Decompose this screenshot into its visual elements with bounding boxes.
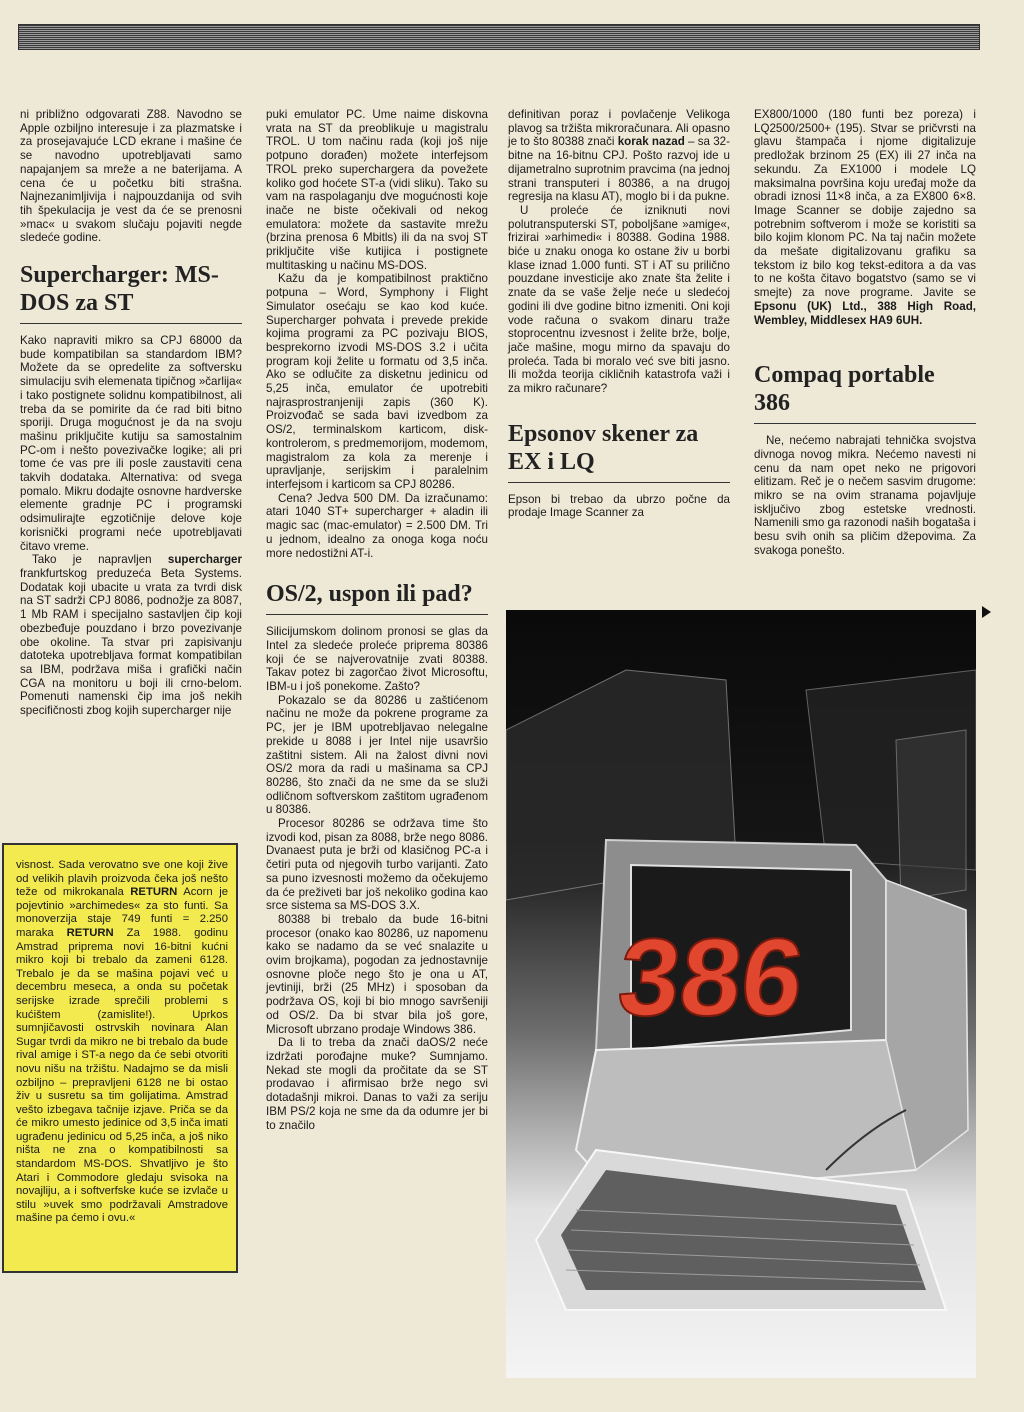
col1-paragraph: Tako je napravljen supercharger frankfurtskog preduzeća Beta Systems. Dodatak koji ubacite u vrata za tvrdi disk na ST sadrži CPJ 8086, podnožje za 8087, 1 Mb RAM i specijalno sastavljen čip koji obezbeđuje pouzdano i brzo povezivanje obe okoline. Ta stvar pri zapisivanju datoteka upotrebljava format kompatibilan sa IBM, podržava miša i grafički način CGA na monitoru u boji ili crno-belom. Pomenuti namenski čip ima još nekih specifičnosti zbog kojih supercharger nije: [20, 553, 242, 718]
col3-paragraph: U proleće će izniknuti novi polutransputerski ST, poboljšane »amige«, frizirai »arhimedi« i 80388. Godina 1988. biće u znaku onoga ko ostane živ u borbi klase iznad 1.000 funti. ST i AT su prilično pouzdane investicije ako znate šta želite i znate da se vaše želje neće u sledećoj godini ili dve godine bitno izmeniti. Oni koji vode računa o svakom dinaru traže stoprocentnu izvesnost i želite brže, bolje, jače mašine, mogu mirno da spavaju do proleća. Tada bi moralo već sve biti jasno. Ili možda teorija cikličnih katastrofa važi i za mikro računare?: [508, 203, 730, 396]
heading-os2: OS/2, uspon ili pad?: [266, 580, 488, 615]
col4-paragraph: EX800/1000 (180 funti bez poreza) i LQ2500/2500+ (195). Stvar se pričvrsti na glavu štampača i njome digitalizuje predložak brzinom 25 (EX) ili 27 inča na sekundu. Za EX1000 i modele LQ maksimalna površina koju uređaj može da obradi iznosi 11×8 inča, a za EX800 6×8. Image Scanner se dobije zajedno sa potrebnim softverom i može se koristiti sa bilo kojim klonom PC. Na taj način možete da mešate digitalizovanu grafiku sa tekstom iz bilo kog tekst-editora a da vas to ne košta čitavo bogatstvo (samo se vi smejte) za nove programe. Javite se Epsonu (UK) Ltd., 388 High Road, Wembley, Middlesex HA9 6UH.: [754, 108, 976, 327]
col4-paragraph: Ne, nećemo nabrajati tehnička svojstva divnoga novog mikra. Nećemo navesti ni cenu da nam opet neko ne prigovori elitizam. Reč je o nečem sasvim drugome: mikro se na ovim stranama pojavljuje isključivo zbog estetske vrednosti. Namenili smo ga razonodi naših bogataša i besu svih onih sa pličim džepovima. Za svakoga ponešto.: [754, 434, 976, 557]
col2-paragraph: Kažu da je kompatibilnost praktično potpuna – Word, Symphony i Flight Simulator osećaju se kao kod kuće. Supercharger pohvata i prevede prekide kojima programi za PC pozivaju BIOS, besprekorno izvodi MS-DOS 3.2 i učita program koji želite u formatu od 3,5 inča. Ako se odlučite za disketnu jedinicu od 5,25 inča, emulator će upotrebiti najrasprostranjeniji zapis (360 K). Proizvođač se sada bavi izvedbom za OS/2, terminalskom karticom, disk-kontrolerom, s predmemorijom, modemom, magistralom za kola za merenje i upravljanje, serijskim i paralelnim interfejsom i karticom sa CPJ 80286.: [266, 272, 488, 491]
column-4: [754, 108, 976, 558]
col2-paragraph: Cena? Jedva 500 DM. Da izračunamo: atari 1040 ST+ supercharger + aladin ili magic sac (mac-emulator) = 2.500 DM. Tri u jednom, idealno za onoga koga noću more nedostižni AT-i.: [266, 491, 488, 560]
screen-386-text: 386: [612, 916, 810, 1039]
heading-supercharger: Supercharger: MS-DOS za ST: [20, 261, 242, 324]
column-3: [508, 108, 730, 520]
col2-paragraph: Silicijumskom dolinom pronosi se glas da Intel za sledeće proleće priprema 80386 koji će se najverovatnije zvati 80388. Takav potez bi zagorčao život Microsoftu, IBM-u i još ponekome. Zašto?: [266, 625, 488, 694]
sidebar-box: [2, 843, 238, 1273]
col2-paragraph: Da li to treba da znači daOS/2 neće izdržati porođajne muke? Sumnjamo. Nekad ste mogli da pročitate da se ST prodavao i afirmisao brže nego svi dotadašnji mikroi. Danas to važi za seriju IBM PS/2 koja ne sme da da odumre jer bi to značilo: [266, 1036, 488, 1132]
compaq-photo: [506, 610, 976, 1378]
col2-paragraph: puki emulator PC. Ume naime diskovna vrata na ST da preoblikuje u magistralu TROL. U tom načinu rada (koji još nije potpuno dorađen) možete interfejsom TROL preko superchargera da povežete koliko god hoćete ST-a (vidi sliku). Tako su vam na raspolaganju dve mogućnosti koje inače ne biste očekivali od nekog emulatora: možete da sastavite mrežu (brzina prenosa 6 Mbitls) ili da na svoj ST priključite više kutijica i postignete multitasking u načinu MS-DOS.: [266, 108, 488, 272]
col2-paragraph: 80388 bi trebalo da bude 16-bitni procesor (onako kao 80286, uz napomenu kako se nadamo da se već snalazite u ovim brojkama), pogodan za jednostavnije osnovne ploče nego što je ona u AT, jevtiniji, brži (25 MHz) i sposoban da podržava OS, koji bi bio mnogo savršeniji od OS/2. Da bi stvar bila još gore, Microsoft ubrzano prodaje Windows 386.: [266, 912, 488, 1036]
sidebar-text: visnost. Sada verovatno sve one koji žive od velikih plavih proizvoda čeka još nešto teže od mikrokanala RETURN Acorn je pojevtinio »archimedes« za sto funti. Sa monoverzija staje 749 funti = 2.250 maraka RETURN Za 1988. godinu Amstrad priprema novi 16-bitni kućni mikro koji bi trebalo da zameni 6128. Trebalo je da se mašina pojavi već u decembru meseca, a onda su početak serijske izrade sprečili problemi s kućištem (zamislite!). Uprkos sumnjičavosti ostrvskih novinara Alan Sugar tvrdi da mikro ne bi trebalo da bude rival amige i ST-a nego da će sebi otvoriti novu nišu na tržištu. Nadajmo se da misli ozbiljno – prepravljeni 6128 ne bi ostao živ u susretu sa tim golijatima. Amstrad vešto izbegava tačnije izjave. Priča se da će mikro umesto jedinice od 3,5 inča imati ugrađenu jedinicu od 5,25 inča, a još niko ništa ne zna o kompatibilnosti sa standardom MS-DOS. Shvatljivo je što Atari i Commodore gledaju svisoka na novajliju, a i softverfske kuće se izvlače u stilu »uvek smo podržavali Amstradove mašine pa ćemo i ovu.«: [16, 859, 228, 1225]
col3-paragraph: Epson bi trebao da ubrzo počne da prodaje Image Scanner za: [508, 492, 730, 520]
heading-epson: Epsonov skener za EX i LQ: [508, 420, 730, 483]
col2-paragraph: Pokazalo se da 80286 u zaštićenom načinu ne može da pokrene programe za PC, jer je IBM upotrebljavao nelegalne prekide u 8088 i jer Intel nije usavršio zaštitni sistem. Ali na žalost divni novi OS/2 mora da radi u mašinama sa CPJ 80286, što znači da ne sme da se služi odličnom softverskom zaštitom ugrađenom u 80386.: [266, 693, 488, 817]
top-decorative-bar: [18, 24, 980, 50]
col1-paragraph: Kako napraviti mikro sa CPJ 68000 da bude kompatibilan sa standardom IBM? Možete da se opredelite za softversku simulaciju svih elemenata tipičnog »čarlija« i tako postignete solidnu kompatibilnost, ali treba da se pomirite da će rad biti bitno sporiji. Druga mogućnost je da na svoju mašinu priključite kutiju sa samostalnim PC-om i nešto povezivačke logike; ali pri tome će vas pre ili posle zaustaviti cena takvih dodataka. Alternativa: od svega pomalo. Mikru dodajte osnovne hardverske elemente gradnje PC i programski odsimulirajte egzotičnije delove koje korisnički programi neće upotrebljavati čitavo vreme.: [20, 334, 242, 553]
heading-compaq: Compaq portable 386: [754, 361, 976, 424]
col1-intro: ni približno odgovarati Z88. Navodno se Apple ozbiljno interesuje i za plazmatske i za prosejavajuće LCD ekrane i mašine će se navodno upotrebljavati samo napajanjem sa mreže a ne baterijama. A cena će u početku biti strašna. Najnezanimljivija i najpouzdanija od svih tih špekulacija je vest da će se prenosni »mac« u svakom slučaju pojaviti negde sledeće godine.: [20, 108, 242, 245]
continue-arrow-icon: [982, 606, 991, 618]
col2-paragraph: Procesor 80286 se održava time što izvodi kod, pisan za 8088, brže nego 8086. Dvanaest puta je brži od klasičnog PC-a i četiri puta od njegovih turbo varijanti. Zato sa puno izvesnosti možemo da očekujemo da će preživeti bar još nekoliko godina kao srce sistema sa MS-DOS 3.X.: [266, 817, 488, 913]
column-1: [20, 108, 242, 718]
column-2: [266, 108, 488, 1132]
col3-paragraph: definitivan poraz i povlačenje Velikoga plavog sa tržišta mikroračunara. Ali opasno je to što 80388 znači korak nazad – sa 32-bitne na 16-bitnu CPJ. Pošto razvoj ide u dijametralno suprotnim pravcima (na jednoj strani transputeri i 80386, a na drugoj regresija na klasu AT), moglo bi i da pukne.: [508, 108, 730, 204]
compaq-photo-illustration: [506, 610, 976, 1378]
